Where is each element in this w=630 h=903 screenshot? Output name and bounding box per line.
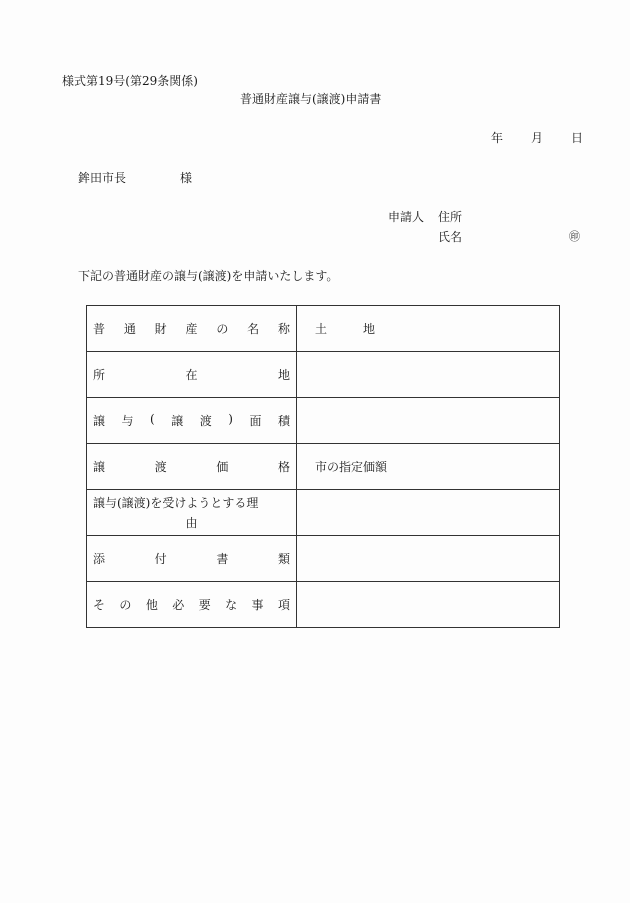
date-month: 月 xyxy=(530,131,543,145)
form-number: 様式第19号(第29条関係) xyxy=(62,74,198,88)
label-char: 在 xyxy=(185,368,198,382)
applicant-label: 申請人 xyxy=(388,210,425,224)
table-row xyxy=(87,536,560,582)
label-char: 財 xyxy=(154,322,167,336)
label-char: 譲 xyxy=(171,414,184,428)
table-row xyxy=(87,444,560,490)
label-char: 譲 xyxy=(93,460,106,474)
label-char: 類 xyxy=(277,552,290,566)
addressee-honorific: 様 xyxy=(180,171,193,185)
table-row xyxy=(87,398,560,444)
row-label xyxy=(87,536,297,582)
label-char: 通 xyxy=(123,322,136,336)
label-char: 他 xyxy=(145,598,158,612)
addressee-name: 鉾田市長 xyxy=(78,171,127,185)
row-label xyxy=(87,398,297,444)
label-char: 書 xyxy=(216,552,229,566)
application-table xyxy=(86,305,560,628)
date-day: 日 xyxy=(570,131,583,145)
label-char: 項 xyxy=(277,598,290,612)
date-year: 年 xyxy=(491,131,504,145)
table-row xyxy=(87,582,560,628)
date-line xyxy=(491,131,583,145)
label-char: 地 xyxy=(277,368,290,382)
label-char: 面 xyxy=(249,414,262,428)
row-label xyxy=(87,582,297,628)
label-char: の xyxy=(216,322,229,336)
table-row xyxy=(87,306,560,352)
label-char: 譲 xyxy=(93,414,106,428)
label-char: 格 xyxy=(277,460,290,474)
row-value[interactable] xyxy=(297,490,560,536)
label-line-1: 譲与(譲渡)を受けようとする理 xyxy=(93,495,259,510)
address-label: 住所 xyxy=(438,210,463,224)
row-value[interactable] xyxy=(297,536,560,582)
row-value[interactable]: 土 地 xyxy=(297,306,560,352)
row-value[interactable] xyxy=(297,352,560,398)
label-char: 称 xyxy=(277,322,290,336)
document-title: 普通財産譲与(譲渡)申請書 xyxy=(240,92,382,106)
table-row xyxy=(87,352,560,398)
row-label xyxy=(87,306,297,352)
intro-text: 下記の普通財産の譲与(譲渡)を申請いたします。 xyxy=(78,269,339,283)
label-char: 所 xyxy=(93,368,106,382)
seal-mark: ㊞ xyxy=(569,230,580,243)
label-char: 名 xyxy=(247,322,260,336)
label-char: 要 xyxy=(198,598,211,612)
label-char: 渡 xyxy=(154,460,167,474)
label-char: な xyxy=(225,598,238,612)
label-char: ) xyxy=(228,412,233,426)
row-label xyxy=(87,490,297,536)
label-char: 付 xyxy=(154,552,167,566)
label-char: 必 xyxy=(172,598,185,612)
label-char: 普 xyxy=(93,322,106,336)
row-value[interactable] xyxy=(297,398,560,444)
row-value[interactable]: 市の指定価額 xyxy=(297,444,560,490)
label-char: 産 xyxy=(185,322,198,336)
label-char: 添 xyxy=(93,552,106,566)
label-char: 事 xyxy=(251,598,264,612)
label-char: そ xyxy=(93,598,106,612)
label-char: 渡 xyxy=(199,414,212,428)
label-char: の xyxy=(119,598,132,612)
row-value[interactable] xyxy=(297,582,560,628)
name-label: 氏名 xyxy=(438,230,463,244)
label-char: 積 xyxy=(277,414,290,428)
label-line-2: 由 xyxy=(185,515,198,530)
label-char: 与 xyxy=(121,414,134,428)
row-label xyxy=(87,444,297,490)
label-char: ( xyxy=(150,412,155,426)
row-label xyxy=(87,352,297,398)
table-row xyxy=(87,490,560,536)
label-char: 価 xyxy=(216,460,229,474)
